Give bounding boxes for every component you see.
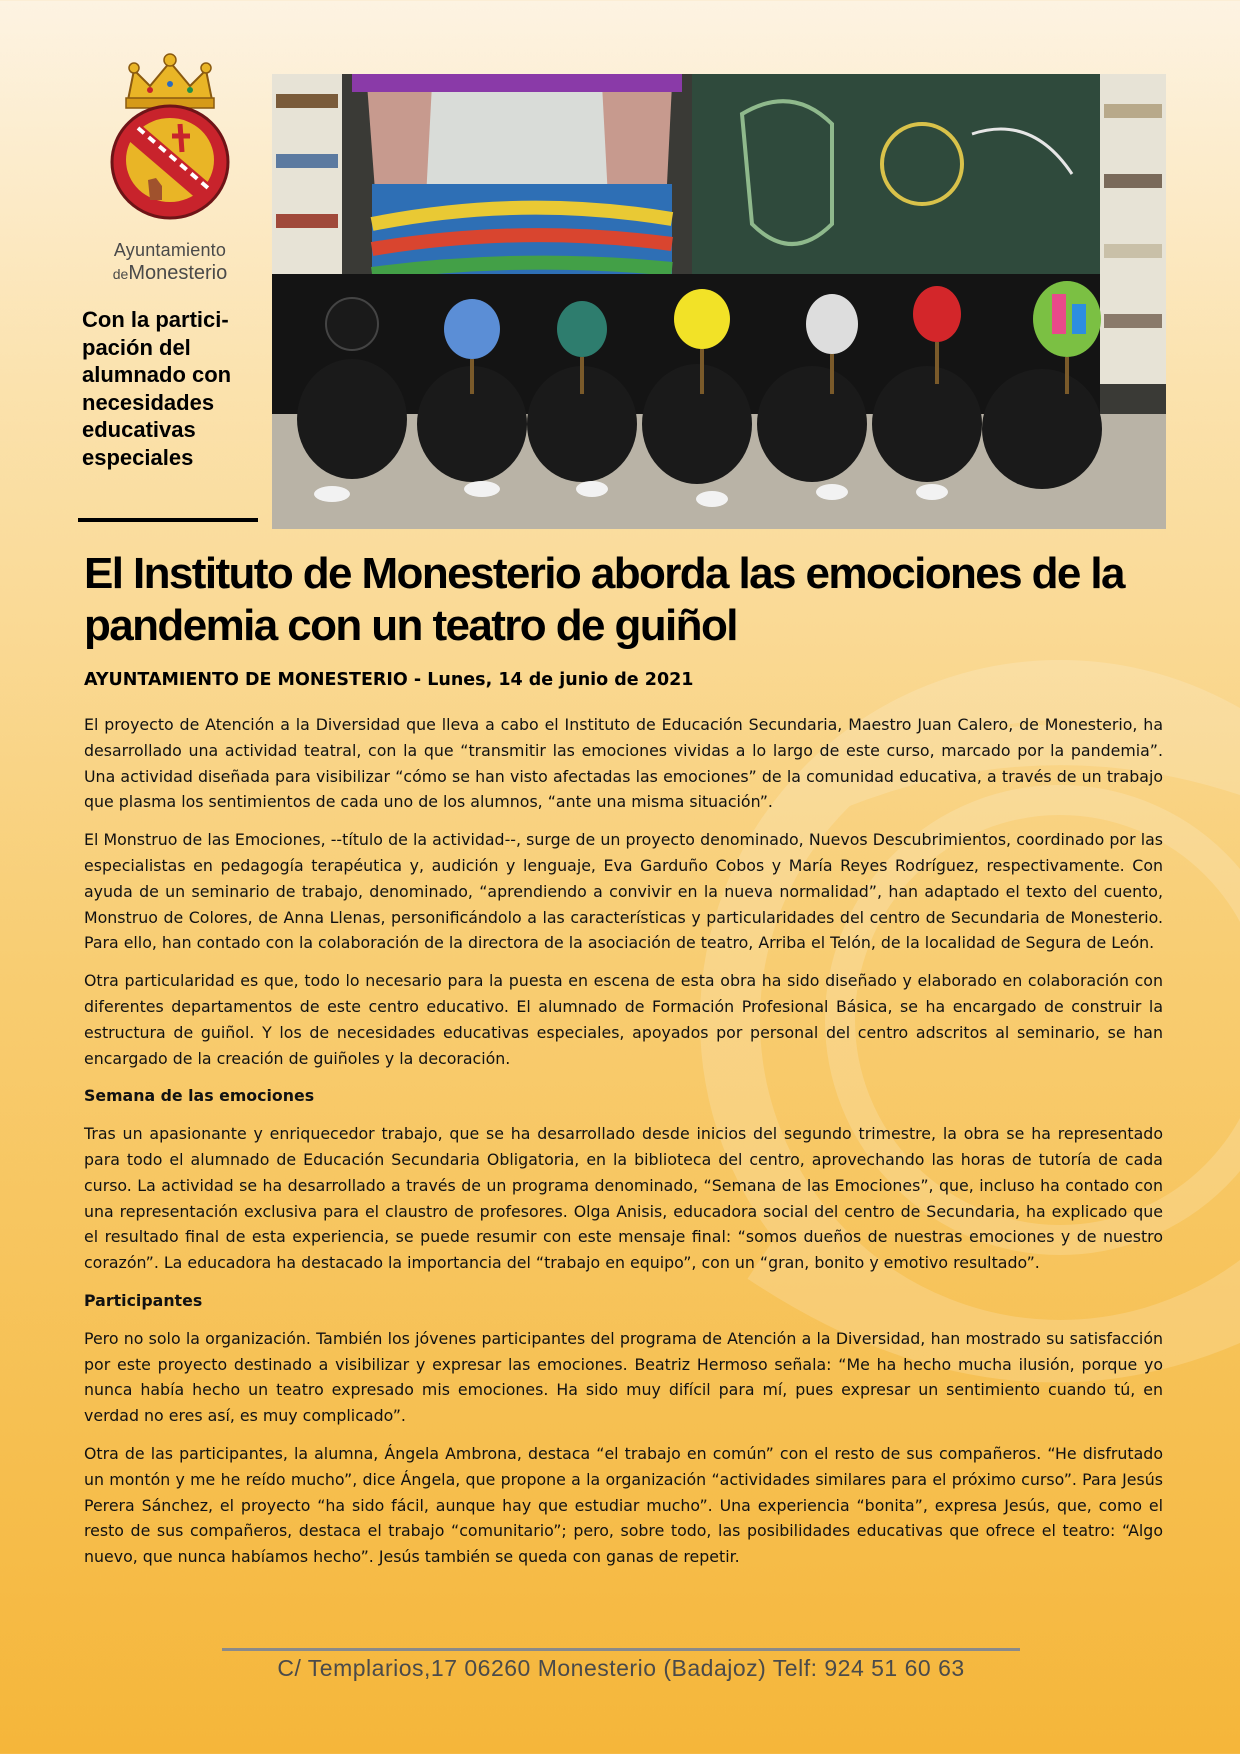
crest-caption-prefix: de: [112, 266, 129, 282]
crest-caption-line2: [100, 262, 240, 285]
article-photo: [272, 74, 1166, 529]
paragraph: Pero no solo la organización. También los jóvenes participantes del programa de Atención a la Diversidad, han mostrado su satisfacción por este proyecto destinado a visibilizar y expresar las emociones. Beatriz Hermoso señala: “Me ha hecho mucha ilusión, porque yo nunca había hecho un teatro expresado mis emociones. Ha sido muy difícil para mí, pues expresar un sentimiento cuando tú, en verdad no eres así, es muy complicado”.: [84, 1328, 1163, 1426]
crest-caption-line1: Ayuntamiento: [113, 240, 227, 260]
footer-address: C/ Templarios,17 06260 Monesterio (Badajoz) Telf: 924 51 60 63: [277, 1655, 965, 1681]
article-headline: El Instituto de Monesterio aborda las emociones de la pandemia con un teatro de guiñol: [84, 549, 1124, 650]
section-heading-semana: Semana de las emociones: [84, 1086, 315, 1106]
puppet-theatre-photo: [272, 74, 1166, 529]
coat-of-arms-icon: [100, 52, 240, 222]
paragraph: Otra de las participantes, la alumna, Ángela Ambrona, destaca “el trabajo en común” con el resto de sus compañeros. “He disfrutado un montón y me he reído mucho”, dice Ángela, que propone a la organización “actividades similares para el próximo curso”. Para Jesús Perera Sánchez, el proyecto “ha sido fácil, aunque hay que estudiar mucho”. Una experiencia “bonita”, expresa Jesús, que, como el resto de sus compañeros, destaca el trabajo “comunitario”; pero, sobre todo, las posibilidades educativas que ofrece el teatro: “Algo nuevo, que nunca habíamos hecho”. Jesús también se queda con ganas de repetir.: [84, 1443, 1163, 1567]
section-heading-participantes: Participantes: [84, 1290, 203, 1310]
municipal-crest-logo: [100, 52, 240, 282]
paragraph: El proyecto de Atención a la Diversidad que lleva a cabo el Instituto de Educación Secundaria, Maestro Juan Calero, de Monesterio, ha desarrollado una actividad teatral, con la que “transmitir las emociones vividas a lo largo de este curso, marcado por la pandemia”. Una actividad diseñada para visibilizar “cómo se han visto afectadas las emociones” de la comunidad educativa, a través de un trabajo que plasma los sentimientos de cada uno de los alumnos, “ante una misma situación”.: [84, 715, 1163, 812]
article-byline: AYUNTAMIENTO DE MONESTERIO - Lunes, 14 de junio de 2021: [84, 670, 694, 690]
paragraph: Tras un apasionante y enriquecedor trabajo, que se ha desarrollado desde inicios del segundo trimestre, la obra se ha representado para todo el alumnado de Educación Secundaria Obligatoria, en la biblioteca del centro, aprovechando las horas de tutoría de cada curso. La actividad se ha desarrollado a través de un programa denominado, “Semana de las Emociones”, que, incluso ha contado con una representación exclusiva para el claustro de profesores. Olga Anisis, educadora social del centro de Secundaria, ha explicado que el resultado final de esta experiencia, se puede resumir con este mensaje final: “somos dueños de nuestras emociones y de nuestro corazón”. La educadora ha destacado la importancia del “trabajo en equipo”, con un “gran, bonito y emotivo resultado”.: [84, 1124, 1163, 1273]
article-body: [84, 712, 1163, 1582]
sidebar-subtitle: Con la partici- pación del alumnado con necesidades educativas especiales: [82, 307, 232, 470]
sidebar-divider: [78, 518, 258, 522]
paragraph: El Monstruo de las Emociones, --título de la actividad--, surge de un proyecto denominado, Nuevos Descubrimientos, coordinado por las especialistas en pedagogía terapéutica y, audición y lenguaje, Eva Garduño Cobos y María Reyes Rodríguez, respectivamente. Con ayuda de un seminario de trabajo, denominado, “aprendiendo a convivir en la nueva normalidad”, han adaptado el texto del cuento, Monstruo de Colores, de Anna Llenas, personificándolo a las características y particularidades del centro de Secundaria de Monesterio. Para ello, han contado con la colaboración de la directora de la asociación de teatro, Arriba el Telón, de la localidad de Segura de León.: [84, 830, 1163, 953]
paragraph: Otra particularidad es que, todo lo necesario para la puesta en escena de esta obra ha sido diseñado y elaborado en colaboración con diferentes departamentos de este centro educativo. El alumnado de Formación Profesional Básica, se ha encargado de construir la estructura de guiñol. Y los de necesidades educativas especiales, apoyados por personal del centro adscritos al seminario, se han encargado de la creación de guiñoles y la decoración.: [84, 971, 1163, 1068]
crest-caption-name: Monesterio: [128, 262, 228, 284]
footer-divider: [222, 1648, 1020, 1651]
